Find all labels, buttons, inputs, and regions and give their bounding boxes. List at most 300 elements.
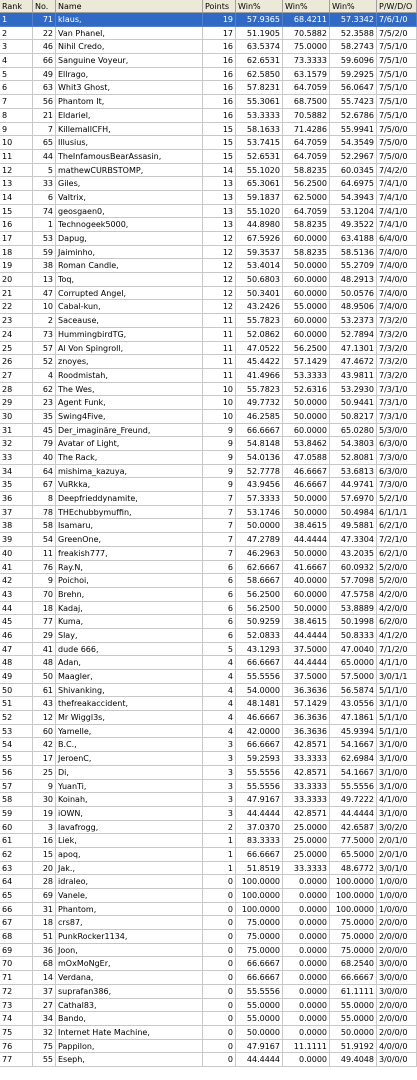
- win-pct-2-cell: 44.4444: [283, 533, 330, 547]
- table-row[interactable]: [0, 191, 417, 205]
- table-row[interactable]: [0, 547, 417, 561]
- win-pct-2-cell: 70.5882: [283, 27, 330, 41]
- rank-cell: 44: [0, 602, 33, 616]
- win-pct-1-cell: 46.6667: [236, 711, 283, 725]
- win-pct-3-cell: 56.5874: [330, 684, 377, 698]
- name-cell: Bando,: [56, 1012, 203, 1026]
- table-row[interactable]: [0, 205, 417, 219]
- table-row[interactable]: [0, 164, 417, 178]
- table-row[interactable]: [0, 971, 417, 985]
- table-row[interactable]: [0, 848, 417, 862]
- rank-cell: 26: [0, 355, 33, 369]
- win-pct-1-cell: 55.7823: [236, 314, 283, 328]
- table-row[interactable]: [0, 862, 417, 876]
- number-cell: 17: [33, 752, 56, 766]
- table-row[interactable]: [0, 889, 417, 903]
- table-row[interactable]: [0, 369, 417, 383]
- win-pct-1-cell: 50.0000: [236, 1026, 283, 1040]
- table-row[interactable]: [0, 314, 417, 328]
- table-row[interactable]: [0, 342, 417, 356]
- number-cell: 68: [33, 957, 56, 971]
- win-pct-3-cell: 77.5000: [330, 834, 377, 848]
- win-pct-2-cell: 0.0000: [283, 903, 330, 917]
- rank-cell: 74: [0, 1012, 33, 1026]
- points-cell: 12: [203, 273, 236, 287]
- header-number[interactable]: No.: [33, 0, 56, 13]
- win-pct-2-cell: 41.6667: [283, 561, 330, 575]
- name-cell: Maagler,: [56, 670, 203, 684]
- win-pct-2-cell: 58.8235: [283, 218, 330, 232]
- table-row[interactable]: [0, 437, 417, 451]
- table-row[interactable]: [0, 588, 417, 602]
- pwdo-cell: 3/1/1/0: [377, 697, 417, 711]
- number-cell: 8: [33, 492, 56, 506]
- name-cell: Dapug,: [56, 232, 203, 246]
- rank-cell: 72: [0, 985, 33, 999]
- win-pct-2-cell: 0.0000: [283, 930, 330, 944]
- points-cell: 10: [203, 396, 236, 410]
- number-cell: 57: [33, 342, 56, 356]
- pwdo-cell: 2/0/0/0: [377, 1026, 417, 1040]
- rank-cell: 47: [0, 643, 33, 657]
- win-pct-2-cell: 11.1111: [283, 1040, 330, 1054]
- name-cell: KillemallCFH,: [56, 123, 203, 137]
- points-cell: 15: [203, 150, 236, 164]
- win-pct-1-cell: 55.3061: [236, 95, 283, 109]
- name-cell: Avatar of Light,: [56, 437, 203, 451]
- rank-cell: 4: [0, 54, 33, 68]
- points-cell: 0: [203, 957, 236, 971]
- win-pct-3-cell: 57.7098: [330, 574, 377, 588]
- pwdo-cell: 4/1/2/0: [377, 629, 417, 643]
- pwdo-cell: 3/1/0/0: [377, 766, 417, 780]
- win-pct-1-cell: 58.1633: [236, 123, 283, 137]
- table-row[interactable]: [0, 1012, 417, 1026]
- table-row[interactable]: [0, 602, 417, 616]
- win-pct-1-cell: 44.4444: [236, 1053, 283, 1067]
- table-row[interactable]: [0, 793, 417, 807]
- win-pct-2-cell: 55.0000: [283, 300, 330, 314]
- table-row[interactable]: [0, 81, 417, 95]
- win-pct-3-cell: 58.5136: [330, 246, 377, 260]
- header-win-pct-3[interactable]: Win%: [330, 0, 377, 13]
- points-cell: 12: [203, 232, 236, 246]
- number-cell: 37: [33, 985, 56, 999]
- win-pct-2-cell: 57.1429: [283, 697, 330, 711]
- win-pct-3-cell: 50.8217: [330, 410, 377, 424]
- win-pct-3-cell: 52.8081: [330, 451, 377, 465]
- win-pct-3-cell: 43.0556: [330, 697, 377, 711]
- win-pct-1-cell: 56.2500: [236, 588, 283, 602]
- win-pct-3-cell: 59.2925: [330, 68, 377, 82]
- rank-cell: 46: [0, 629, 33, 643]
- table-row[interactable]: [0, 821, 417, 835]
- number-cell: 12: [33, 711, 56, 725]
- rank-cell: 71: [0, 971, 33, 985]
- name-cell: Shivanking,: [56, 684, 203, 698]
- win-pct-1-cell: 55.7823: [236, 383, 283, 397]
- rank-cell: 14: [0, 191, 33, 205]
- table-row[interactable]: [0, 246, 417, 260]
- pwdo-cell: 7/3/2/0: [377, 314, 417, 328]
- win-pct-1-cell: 55.1020: [236, 205, 283, 219]
- name-cell: Technogeek5000,: [56, 218, 203, 232]
- number-cell: 25: [33, 766, 56, 780]
- pwdo-cell: 3/0/0/0: [377, 957, 417, 971]
- win-pct-1-cell: 62.6531: [236, 54, 283, 68]
- win-pct-1-cell: 50.3401: [236, 287, 283, 301]
- name-cell: The Rack,: [56, 451, 203, 465]
- table-row[interactable]: [0, 656, 417, 670]
- points-cell: 0: [203, 944, 236, 958]
- table-row[interactable]: [0, 670, 417, 684]
- number-cell: 62: [33, 383, 56, 397]
- table-row[interactable]: [0, 218, 417, 232]
- win-pct-2-cell: 42.8571: [283, 766, 330, 780]
- win-pct-3-cell: 50.1998: [330, 615, 377, 629]
- header-pwdo[interactable]: P/W/D/O: [377, 0, 417, 13]
- table-row[interactable]: [0, 957, 417, 971]
- pwdo-cell: 7/3/2/0: [377, 342, 417, 356]
- name-cell: Sanguine Voyeur,: [56, 54, 203, 68]
- table-row[interactable]: [0, 944, 417, 958]
- points-cell: 16: [203, 81, 236, 95]
- pwdo-cell: 5/1/1/0: [377, 725, 417, 739]
- win-pct-3-cell: 53.6813: [330, 465, 377, 479]
- name-cell: Jak.,: [56, 862, 203, 876]
- header-win-pct-2[interactable]: Win%: [283, 0, 330, 13]
- table-row[interactable]: [0, 903, 417, 917]
- table-row[interactable]: [0, 725, 417, 739]
- table-row[interactable]: [0, 465, 417, 479]
- name-cell: Isamaru,: [56, 519, 203, 533]
- points-cell: 3: [203, 793, 236, 807]
- table-row[interactable]: [0, 561, 417, 575]
- table-row[interactable]: [0, 615, 417, 629]
- pwdo-cell: 5/2/0/0: [377, 574, 417, 588]
- number-cell: 40: [33, 451, 56, 465]
- win-pct-3-cell: 54.3549: [330, 136, 377, 150]
- name-cell: Agent Funk,: [56, 396, 203, 410]
- table-row[interactable]: [0, 40, 417, 54]
- table-row[interactable]: [0, 752, 417, 766]
- table-row[interactable]: [0, 492, 417, 506]
- win-pct-1-cell: 54.0136: [236, 451, 283, 465]
- win-pct-1-cell: 66.6667: [236, 424, 283, 438]
- name-cell: Cabal-kun,: [56, 300, 203, 314]
- table-row[interactable]: [0, 930, 417, 944]
- win-pct-1-cell: 43.1293: [236, 643, 283, 657]
- rank-cell: 19: [0, 259, 33, 273]
- win-pct-3-cell: 55.0000: [330, 1012, 377, 1026]
- win-pct-1-cell: 52.7778: [236, 465, 283, 479]
- rank-cell: 59: [0, 807, 33, 821]
- table-row[interactable]: [0, 150, 417, 164]
- pwdo-cell: 2/0/0/0: [377, 944, 417, 958]
- rank-cell: 66: [0, 903, 33, 917]
- pwdo-cell: 2/0/0/0: [377, 999, 417, 1013]
- win-pct-3-cell: 100.0000: [330, 875, 377, 889]
- win-pct-3-cell: 54.1667: [330, 738, 377, 752]
- number-cell: 22: [33, 27, 56, 41]
- name-cell: lavafrogg,: [56, 821, 203, 835]
- points-cell: 17: [203, 27, 236, 41]
- points-cell: 14: [203, 164, 236, 178]
- points-cell: 5: [203, 643, 236, 657]
- table-row[interactable]: [0, 136, 417, 150]
- win-pct-2-cell: 50.0000: [283, 259, 330, 273]
- win-pct-1-cell: 42.0000: [236, 725, 283, 739]
- number-cell: 58: [33, 519, 56, 533]
- points-cell: 12: [203, 259, 236, 273]
- rank-cell: 34: [0, 465, 33, 479]
- number-cell: 54: [33, 533, 56, 547]
- rank-cell: 61: [0, 834, 33, 848]
- win-pct-2-cell: 0.0000: [283, 1012, 330, 1026]
- table-row[interactable]: [0, 424, 417, 438]
- rank-cell: 57: [0, 780, 33, 794]
- table-row[interactable]: [0, 1026, 417, 1040]
- points-cell: 6: [203, 561, 236, 575]
- table-row[interactable]: [0, 232, 417, 246]
- table-row[interactable]: [0, 506, 417, 520]
- rank-cell: 70: [0, 957, 33, 971]
- name-cell: Pappilon,: [56, 1040, 203, 1054]
- table-row[interactable]: [0, 13, 417, 27]
- table-row[interactable]: [0, 287, 417, 301]
- number-cell: 14: [33, 971, 56, 985]
- table-row[interactable]: [0, 643, 417, 657]
- table-row[interactable]: [0, 177, 417, 191]
- table-row[interactable]: [0, 396, 417, 410]
- win-pct-2-cell: 42.8571: [283, 738, 330, 752]
- pwdo-cell: 4/1/1/0: [377, 656, 417, 670]
- win-pct-3-cell: 48.6772: [330, 862, 377, 876]
- rank-cell: 40: [0, 547, 33, 561]
- name-cell: iOWN,: [56, 807, 203, 821]
- number-cell: 16: [33, 834, 56, 848]
- header-rank[interactable]: Rank: [0, 0, 33, 13]
- number-cell: 34: [33, 1012, 56, 1026]
- table-row[interactable]: [0, 383, 417, 397]
- win-pct-3-cell: 55.7423: [330, 95, 377, 109]
- win-pct-1-cell: 47.9167: [236, 793, 283, 807]
- table-row[interactable]: [0, 95, 417, 109]
- rank-cell: 67: [0, 916, 33, 930]
- win-pct-1-cell: 51.1905: [236, 27, 283, 41]
- header-points[interactable]: Points: [203, 0, 236, 13]
- rank-cell: 22: [0, 300, 33, 314]
- name-cell: znoyes,: [56, 355, 203, 369]
- name-cell: Internet Hate Machine,: [56, 1026, 203, 1040]
- points-cell: 1: [203, 862, 236, 876]
- table-row[interactable]: [0, 259, 417, 273]
- number-cell: 4: [33, 369, 56, 383]
- table-row[interactable]: [0, 54, 417, 68]
- points-cell: 0: [203, 889, 236, 903]
- win-pct-1-cell: 55.5556: [236, 670, 283, 684]
- win-pct-3-cell: 65.0000: [330, 656, 377, 670]
- rank-cell: 76: [0, 1040, 33, 1054]
- name-cell: Toq,: [56, 273, 203, 287]
- pwdo-cell: 7/3/1/0: [377, 383, 417, 397]
- number-cell: 11: [33, 547, 56, 561]
- points-cell: 3: [203, 780, 236, 794]
- number-cell: 30: [33, 793, 56, 807]
- table-row[interactable]: [0, 27, 417, 41]
- name-cell: Whit3 Ghost,: [56, 81, 203, 95]
- name-cell: YuanTi,: [56, 780, 203, 794]
- points-cell: 4: [203, 697, 236, 711]
- table-row[interactable]: [0, 629, 417, 643]
- number-cell: 5: [33, 164, 56, 178]
- win-pct-1-cell: 67.5926: [236, 232, 283, 246]
- table-row[interactable]: [0, 711, 417, 725]
- rank-cell: 38: [0, 519, 33, 533]
- win-pct-1-cell: 43.9456: [236, 478, 283, 492]
- number-cell: 52: [33, 355, 56, 369]
- win-pct-2-cell: 46.6667: [283, 465, 330, 479]
- win-pct-3-cell: 51.9192: [330, 1040, 377, 1054]
- win-pct-2-cell: 44.4444: [283, 629, 330, 643]
- number-cell: 1: [33, 218, 56, 232]
- points-cell: 10: [203, 383, 236, 397]
- table-row[interactable]: [0, 875, 417, 889]
- pwdo-cell: 3/0/1/1: [377, 670, 417, 684]
- win-pct-3-cell: 55.2709: [330, 259, 377, 273]
- name-cell: Liek,: [56, 834, 203, 848]
- points-cell: 3: [203, 738, 236, 752]
- points-cell: 16: [203, 109, 236, 123]
- win-pct-2-cell: 0.0000: [283, 916, 330, 930]
- table-row[interactable]: [0, 355, 417, 369]
- table-row[interactable]: [0, 109, 417, 123]
- win-pct-3-cell: 100.0000: [330, 889, 377, 903]
- name-cell: Eldariel,: [56, 109, 203, 123]
- table-row[interactable]: [0, 519, 417, 533]
- win-pct-2-cell: 0.0000: [283, 985, 330, 999]
- table-row[interactable]: [0, 834, 417, 848]
- table-row[interactable]: [0, 1040, 417, 1054]
- table-row[interactable]: [0, 328, 417, 342]
- table-row[interactable]: [0, 300, 417, 314]
- win-pct-3-cell: 64.6975: [330, 177, 377, 191]
- table-row[interactable]: [0, 985, 417, 999]
- name-cell: TheInfamousBearAssasin,: [56, 150, 203, 164]
- points-cell: 11: [203, 342, 236, 356]
- table-row[interactable]: [0, 410, 417, 424]
- number-cell: 31: [33, 903, 56, 917]
- pwdo-cell: 7/4/2/0: [377, 164, 417, 178]
- name-cell: The Wes,: [56, 383, 203, 397]
- table-row[interactable]: [0, 780, 417, 794]
- win-pct-3-cell: 58.2743: [330, 40, 377, 54]
- number-cell: 74: [33, 205, 56, 219]
- table-row[interactable]: [0, 451, 417, 465]
- rank-cell: 24: [0, 328, 33, 342]
- table-row[interactable]: [0, 916, 417, 930]
- win-pct-3-cell: 44.9741: [330, 478, 377, 492]
- win-pct-2-cell: 64.7059: [283, 150, 330, 164]
- table-row[interactable]: [0, 697, 417, 711]
- table-row[interactable]: [0, 684, 417, 698]
- number-cell: 63: [33, 81, 56, 95]
- pwdo-cell: 7/3/2/0: [377, 355, 417, 369]
- points-cell: 0: [203, 1026, 236, 1040]
- name-cell: B.C.,: [56, 738, 203, 752]
- points-cell: 3: [203, 752, 236, 766]
- rank-cell: 8: [0, 109, 33, 123]
- number-cell: 19: [33, 807, 56, 821]
- header-name[interactable]: Name: [56, 0, 203, 13]
- number-cell: 38: [33, 259, 56, 273]
- rank-cell: 43: [0, 588, 33, 602]
- number-cell: 2: [33, 314, 56, 328]
- name-cell: mishima_kazuya,: [56, 465, 203, 479]
- points-cell: 0: [203, 1012, 236, 1026]
- table-row[interactable]: [0, 738, 417, 752]
- pwdo-cell: 7/4/1/0: [377, 177, 417, 191]
- win-pct-2-cell: 38.4615: [283, 615, 330, 629]
- pwdo-cell: 7/4/0/0: [377, 300, 417, 314]
- number-cell: 76: [33, 561, 56, 575]
- table-row[interactable]: [0, 123, 417, 137]
- win-pct-2-cell: 63.1579: [283, 68, 330, 82]
- rank-cell: 65: [0, 889, 33, 903]
- number-cell: 48: [33, 656, 56, 670]
- points-cell: 11: [203, 369, 236, 383]
- points-cell: 6: [203, 615, 236, 629]
- win-pct-3-cell: 54.1667: [330, 766, 377, 780]
- points-cell: 4: [203, 684, 236, 698]
- table-row[interactable]: [0, 478, 417, 492]
- table-row[interactable]: [0, 1053, 417, 1067]
- name-cell: geosgaen0,: [56, 205, 203, 219]
- win-pct-1-cell: 100.0000: [236, 889, 283, 903]
- name-cell: thefreakaccident,: [56, 697, 203, 711]
- table-row[interactable]: [0, 574, 417, 588]
- win-pct-1-cell: 75.0000: [236, 916, 283, 930]
- rank-cell: 39: [0, 533, 33, 547]
- table-row[interactable]: [0, 68, 417, 82]
- win-pct-2-cell: 44.4444: [283, 656, 330, 670]
- win-pct-1-cell: 56.2500: [236, 602, 283, 616]
- table-row[interactable]: [0, 807, 417, 821]
- pwdo-cell: 3/1/0/0: [377, 752, 417, 766]
- rank-cell: 30: [0, 410, 33, 424]
- win-pct-1-cell: 55.1020: [236, 164, 283, 178]
- table-row[interactable]: [0, 999, 417, 1013]
- header-win-pct-1[interactable]: Win%: [236, 0, 283, 13]
- rank-cell: 27: [0, 369, 33, 383]
- table-row[interactable]: [0, 766, 417, 780]
- table-row[interactable]: [0, 273, 417, 287]
- win-pct-1-cell: 66.6667: [236, 848, 283, 862]
- win-pct-1-cell: 75.0000: [236, 930, 283, 944]
- win-pct-1-cell: 55.0000: [236, 1012, 283, 1026]
- win-pct-1-cell: 59.3537: [236, 246, 283, 260]
- points-cell: 0: [203, 903, 236, 917]
- win-pct-2-cell: 0.0000: [283, 971, 330, 985]
- number-cell: 23: [33, 396, 56, 410]
- win-pct-3-cell: 65.0280: [330, 424, 377, 438]
- win-pct-3-cell: 57.5000: [330, 670, 377, 684]
- pwdo-cell: 7/3/2/0: [377, 369, 417, 383]
- table-row[interactable]: [0, 533, 417, 547]
- win-pct-3-cell: 49.4048: [330, 1053, 377, 1067]
- win-pct-3-cell: 54.3803: [330, 437, 377, 451]
- win-pct-2-cell: 73.3333: [283, 54, 330, 68]
